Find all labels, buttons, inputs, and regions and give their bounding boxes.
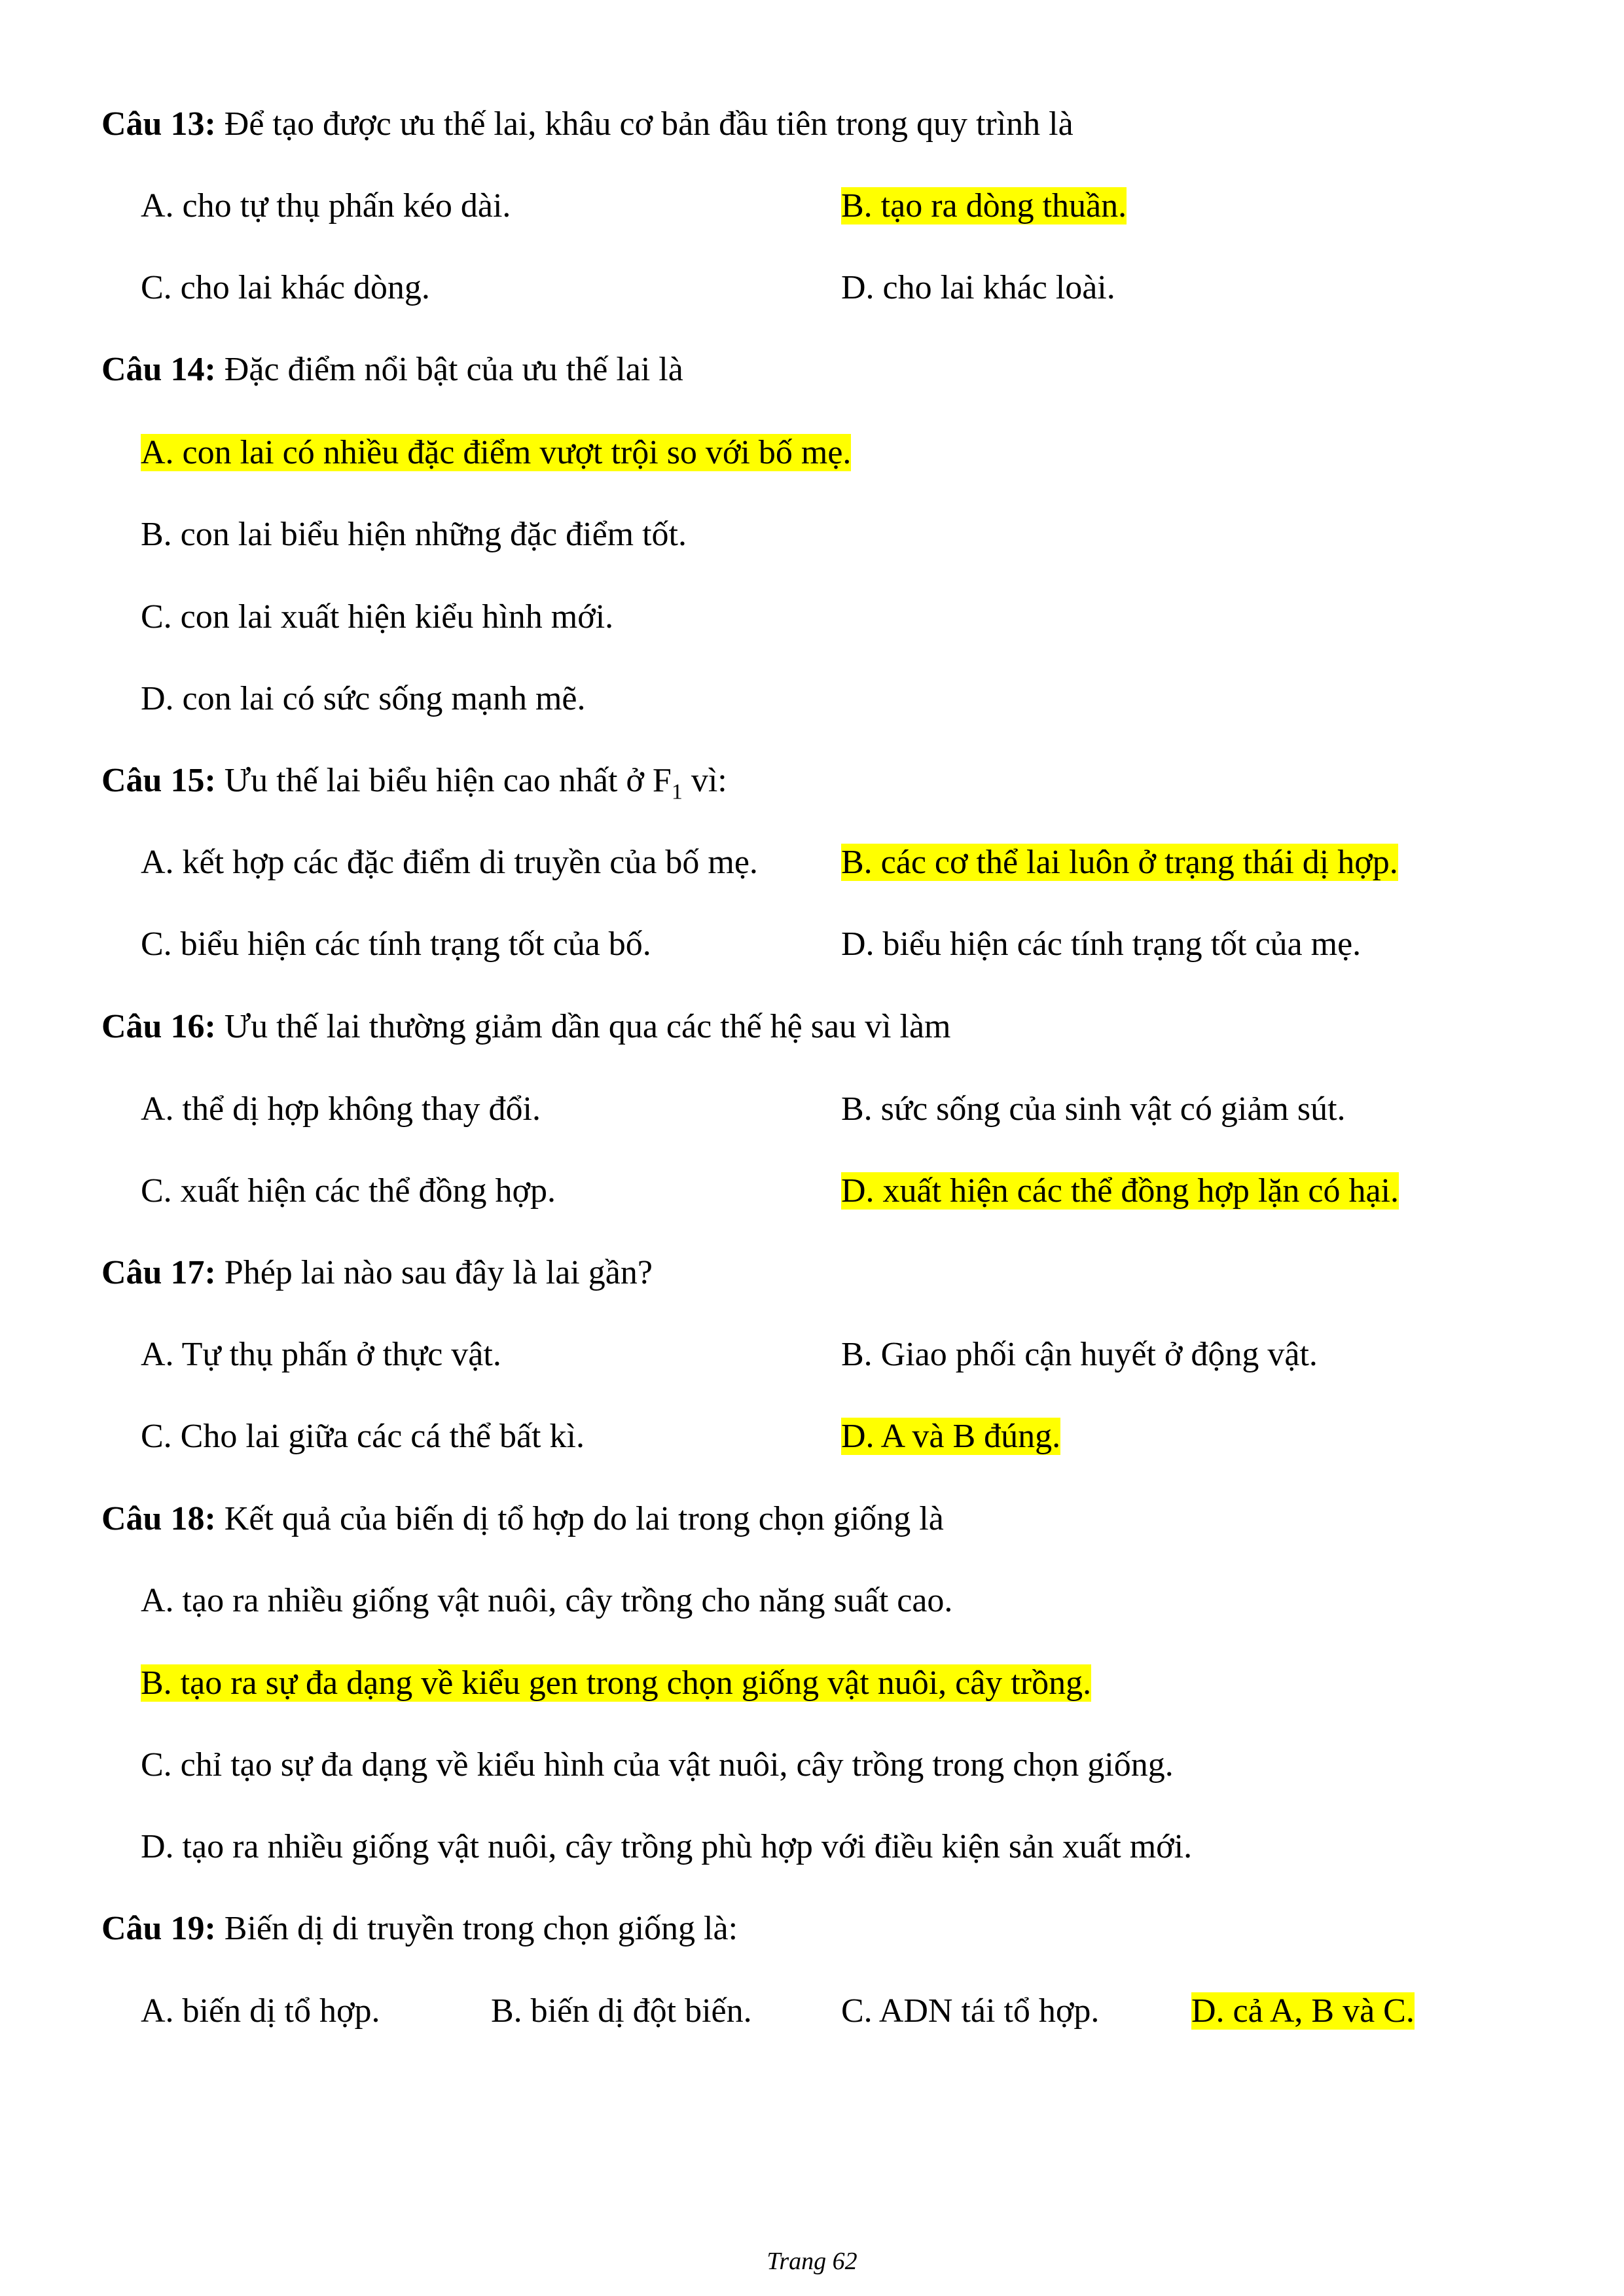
question-number: Câu 15: <box>101 762 216 799</box>
question-text: Biến dị di truyền trong chọn giống là: <box>215 1910 738 1947</box>
question-number: Câu 19: <box>101 1910 216 1947</box>
question-14 <box>101 347 683 393</box>
question-15 <box>101 758 727 815</box>
q16-option-b: B. sức sống của sinh vật có giảm sút. <box>841 1090 1346 1128</box>
q13-option-b <box>841 183 1127 229</box>
question-number: Câu 13: <box>101 105 216 143</box>
question-text-end: vì: <box>682 762 727 799</box>
correct-answer-highlight: D. cả A, B và C. <box>1191 1992 1415 2030</box>
q17-option-d <box>841 1414 1060 1460</box>
q17-option-a: A. Tự thụ phấn ở thực vật. <box>141 1336 501 1373</box>
correct-answer-highlight: D. xuất hiện các thể đồng hợp lặn có hại. <box>841 1172 1399 1210</box>
q18-option-b <box>141 1660 1091 1706</box>
question-19 <box>101 1906 738 1952</box>
subscript: 1 <box>671 780 683 804</box>
q15-option-c: C. biểu hiện các tính trạng tốt của bố. <box>141 925 651 963</box>
question-number: Câu 16: <box>101 1008 216 1045</box>
q14-option-b: B. con lai biểu hiện những đặc điểm tốt. <box>141 516 687 553</box>
correct-answer-highlight: B. các cơ thể lai luôn ở trạng thái dị hợp. <box>841 844 1398 881</box>
question-number: Câu 17: <box>101 1254 216 1291</box>
q14-option-d: D. con lai có sức sống mạnh mẽ. <box>141 680 586 717</box>
q13-option-c: C. cho lai khác dòng. <box>141 269 430 306</box>
question-18 <box>101 1496 944 1542</box>
q19-option-a: A. biến dị tổ hợp. <box>141 1992 380 2030</box>
q14-option-c: C. con lai xuất hiện kiểu hình mới. <box>141 598 614 636</box>
question-13 <box>101 101 1074 147</box>
q14-option-a <box>141 430 851 476</box>
q17-option-c: C. Cho lai giữa các cá thể bất kì. <box>141 1418 585 1455</box>
question-text: Ưu thế lai thường giảm dần qua các thế hệ sau vì làm <box>215 1008 951 1045</box>
question-text: Kết quả của biến dị tổ hợp do lai trong chọn giống là <box>215 1500 944 1537</box>
q18-option-d: D. tạo ra nhiều giống vật nuôi, cây trồng phù hợp với điều kiện sản xuất mới. <box>141 1828 1193 1865</box>
page-number: Trang 62 <box>767 2248 857 2275</box>
q15-option-d: D. biểu hiện các tính trạng tốt của mẹ. <box>841 925 1362 963</box>
correct-answer-highlight: A. con lai có nhiều đặc điểm vượt trội so với bố mẹ. <box>141 434 852 471</box>
question-text: Để tạo được ưu thế lai, khâu cơ bản đầu tiên trong quy trình là <box>215 105 1074 143</box>
question-text: Đặc điểm nổi bật của ưu thế lai là <box>215 351 683 388</box>
q18-option-c: C. chỉ tạo sự đa dạng về kiểu hình của vật nuôi, cây trồng trong chọn giống. <box>141 1746 1174 1784</box>
q18-option-a: A. tạo ra nhiều giống vật nuôi, cây trồng cho năng suất cao. <box>141 1582 953 1619</box>
question-text: Ưu thế lai biểu hiện cao nhất ở F <box>215 762 672 799</box>
correct-answer-highlight: B. tạo ra sự đa dạng về kiểu gen trong chọn giống vật nuôi, cây trồng. <box>141 1664 1092 1702</box>
question-number: Câu 18: <box>101 1500 216 1537</box>
question-text: Phép lai nào sau đây là lai gần? <box>215 1254 653 1291</box>
question-16 <box>101 1004 951 1050</box>
q17-option-b: B. Giao phối cận huyết ở động vật. <box>841 1336 1318 1373</box>
q16-option-a: A. thể dị hợp không thay đổi. <box>141 1090 541 1128</box>
correct-answer-highlight: B. tạo ra dòng thuần. <box>841 187 1127 224</box>
question-number: Câu 14: <box>101 351 216 388</box>
q13-option-a: A. cho tự thụ phấn kéo dài. <box>141 187 511 224</box>
correct-answer-highlight: D. A và B đúng. <box>841 1418 1061 1455</box>
q16-option-d <box>841 1168 1399 1214</box>
q15-option-a: A. kết hợp các đặc điểm di truyền của bố mẹ. <box>141 844 758 881</box>
q19-option-c: C. ADN tái tổ hợp. <box>841 1992 1100 2030</box>
question-17 <box>101 1250 653 1296</box>
q15-option-b <box>841 840 1398 886</box>
q16-option-c: C. xuất hiện các thể đồng hợp. <box>141 1172 556 1210</box>
q19-option-d <box>1191 1988 1415 2034</box>
q19-option-b: B. biến dị đột biến. <box>491 1992 752 2030</box>
q13-option-d: D. cho lai khác loài. <box>841 269 1115 306</box>
